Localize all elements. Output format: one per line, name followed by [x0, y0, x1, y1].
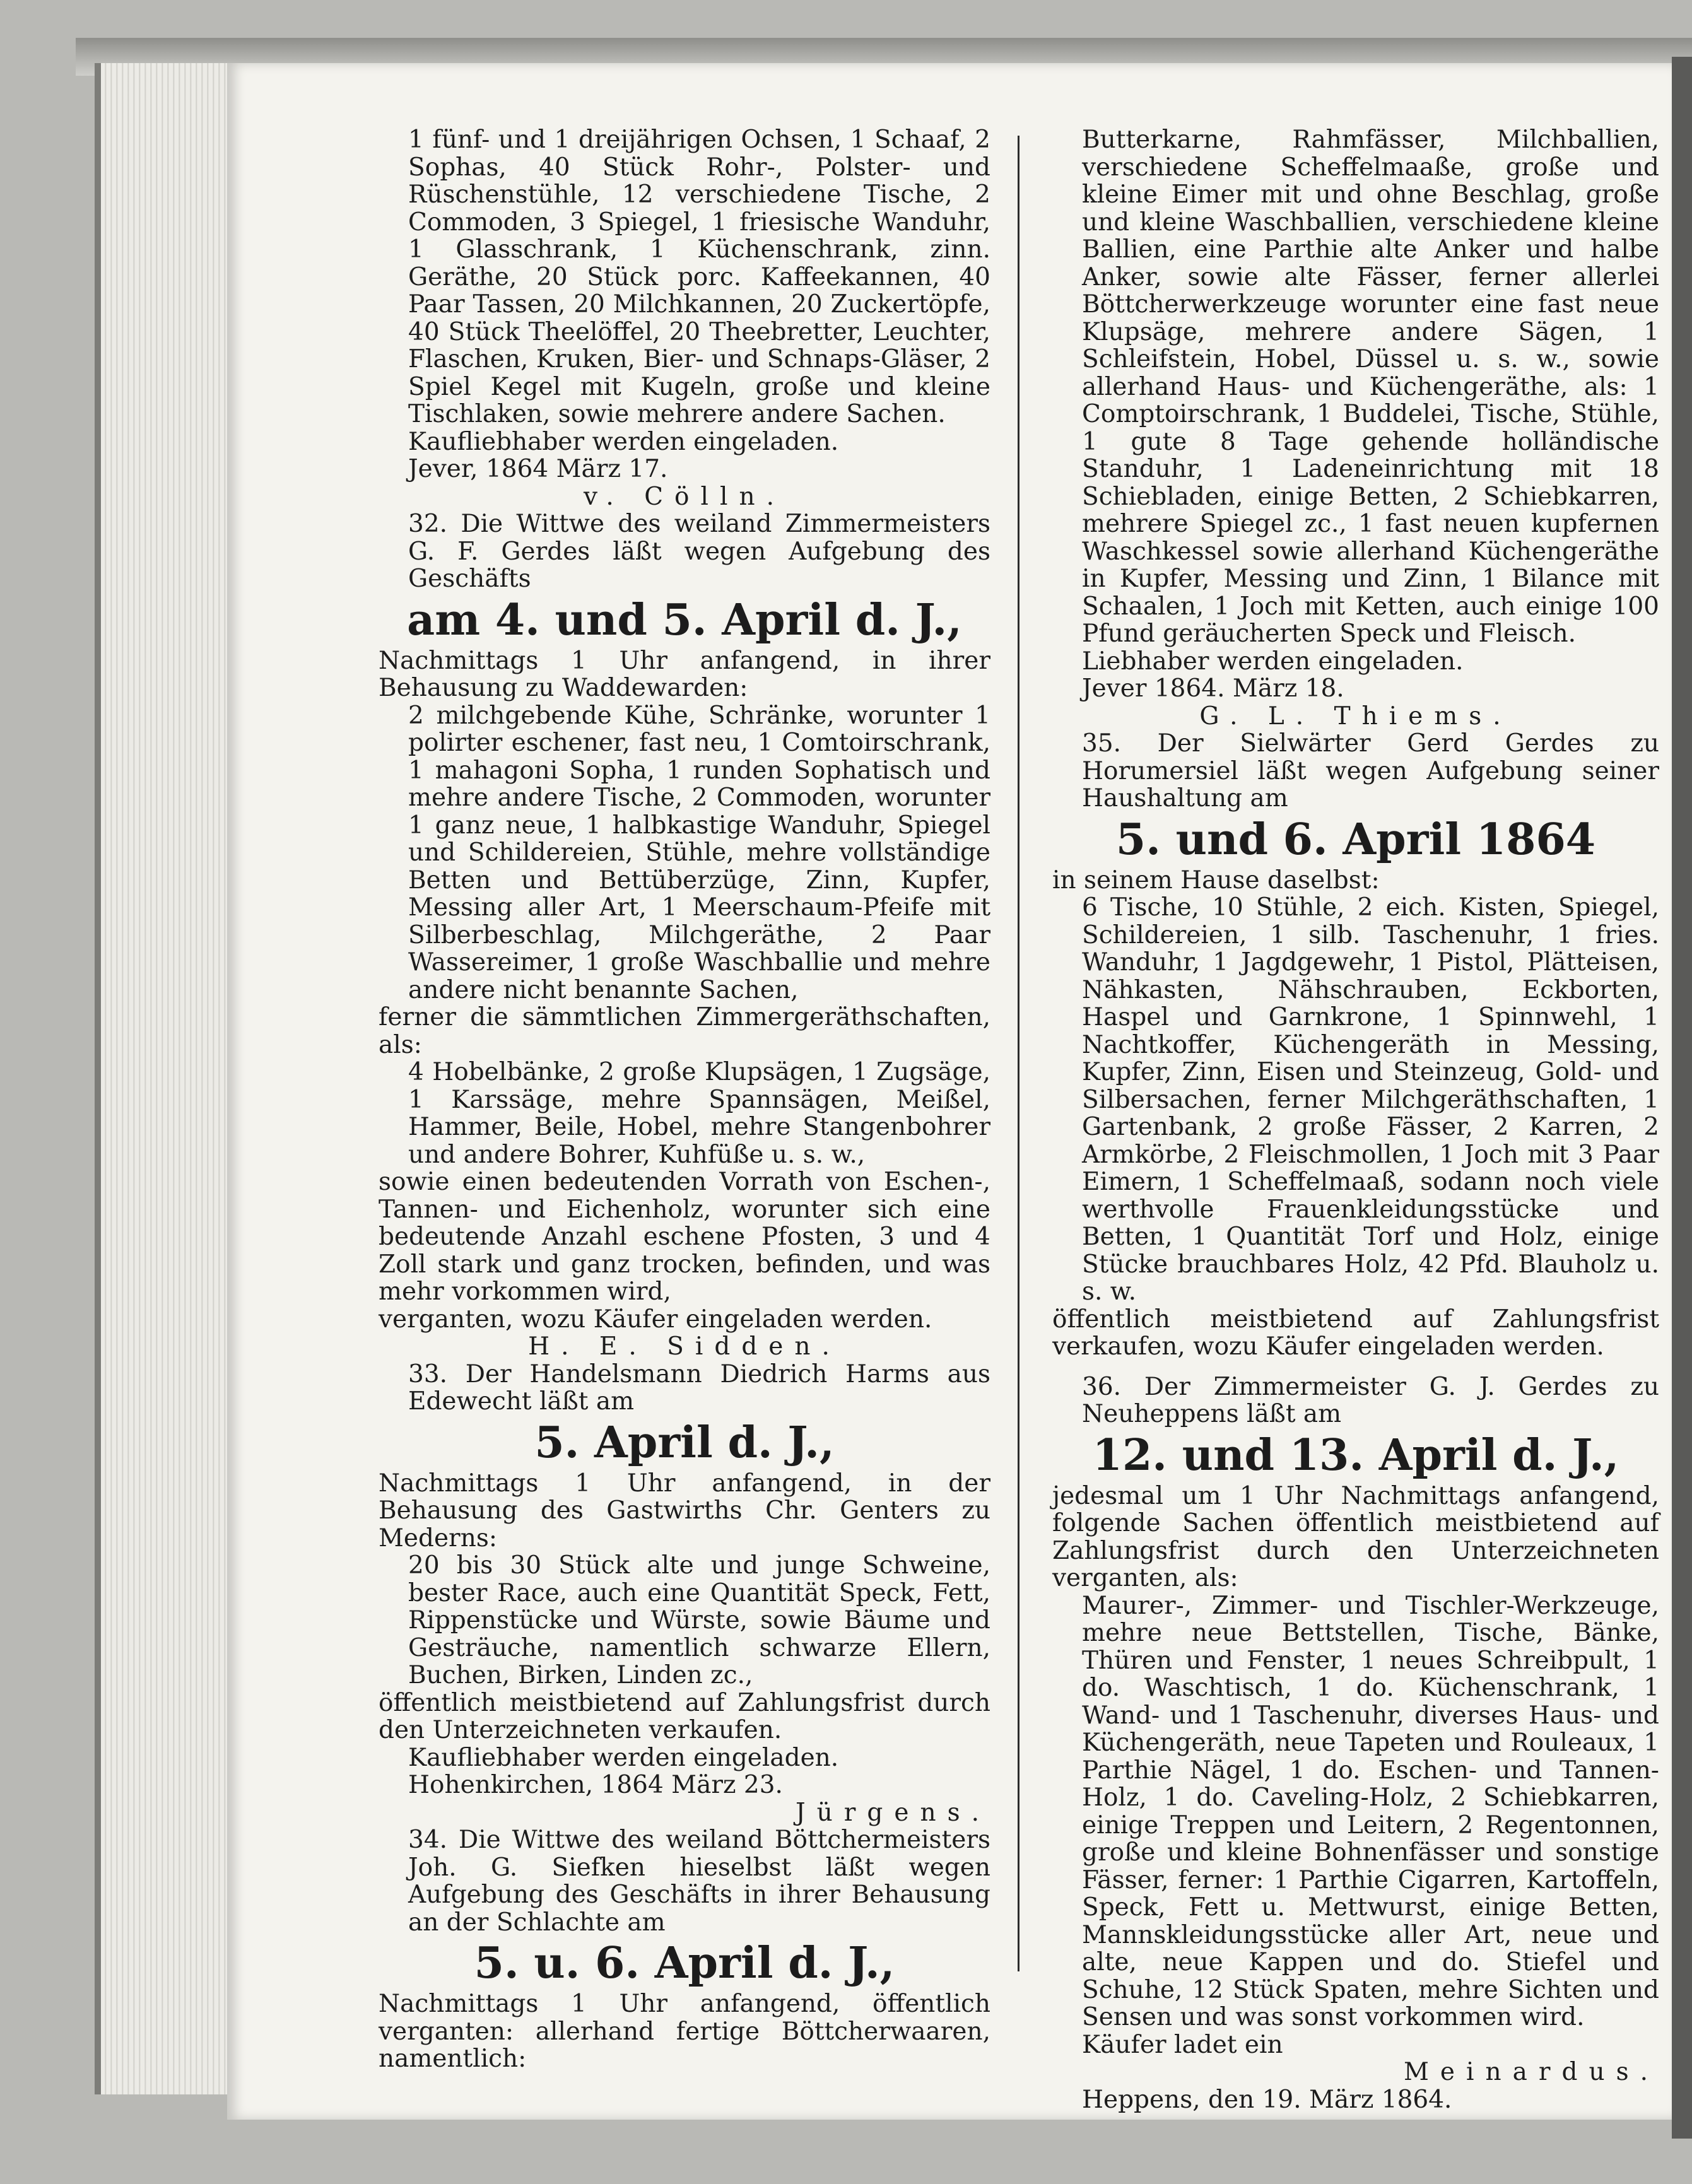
dateline: Jever 1864. März 18. [1082, 674, 1344, 703]
notice-34-date-heading: 5. u. 6. April d. J., [474, 1938, 895, 1988]
notice-35-item-list: 6 Tische, 10 Stühle, 2 eich. Kisten, Spiegel, Schildereien, 1 silb. Taschenuhr, 1 fries. Wanduhr, 1 Jagdgewehr, 1 Pistol, Plätteisen, Nähkasten, Nähschrauben, Eckborten, Haspel und Garnkrone, 1 Spinnwehl, 1 Nachtkoffer, Küchengeräth in Messing, Kupfer, Zinn, Eisen und Steinzeug, Gold- und Silbersachen, ferner Milchgeräthschaften, 1 Gartenbank, 2 große Fässer, 2 Karren, 2 Armkörbe, 2 Fleischmollen, 1 Joch mit 3 Paar Eimern, 1 Scheffelmaaß, sodann noch viele werthvolle Frauenkleidungsstücke und Betten, 1 Quantität Torf und Holz, einige Stücke brauchbares Holz, 42 Pfd. Blauholz u. s. w. [1082, 893, 1659, 1306]
notice-32-time: Nachmittags 1 Uhr anfangend, in ihrer Behausung zu Waddewarden: [379, 646, 990, 702]
notice-33-item-list: 20 bis 30 Stück alte und junge Schweine, bester Race, auch eine Quantität Speck, Fett, Rippenstücke und Würste, sowie Bäume und Gesträuche, namentlich schwarze Ellern, Buchen, Birken, Linden zc., [408, 1551, 990, 1689]
signature: v. Cölln. [584, 482, 785, 511]
notice-34-time: Nachmittags 1 Uhr anfangend, öffentlich verganten: allerhand fertige Böttcherwaaren, namentlich: [379, 1990, 990, 2073]
auction-item-list: 1 fünf- und 1 dreijährigen Ochsen, 1 Schaaf, 2 Sophas, 40 Stück Rohr-, Polster- und Rüschenstühle, 12 verschiedene Tische, 2 Commoden, 3 Spiegel, 1 friesische Wanduhr, 1 Glasschrank, 1 Küchenschrank, zinn. Geräthe, 20 Stück porc. Kaffeekannen, 40 Paar Tassen, 20 Milchkannen, 20 Zuckertöpfe, 40 Stück Theelöffel, 20 Theebretter, Leuchter, Flaschen, Kruken, Bier- und Schnaps-Gläser, 2 Spiel Kegel mit Kugeln, große und kleine Tischlaken, sowie mehrere andere Sachen. [408, 126, 990, 428]
notice-32-wood-stock: sowie einen bedeutenden Vorrath von Eschen-, Tannen- und Eichenholz, worunter sich eine bedeutende Anzahl eschene Pfosten, 3 und 4 Zoll stark und ganz trocken, befinden, und was mehr vorkommen wird, [379, 1168, 990, 1306]
dateline: Jever, 1864 März 17. [408, 455, 668, 483]
notice-32-ferner: ferner die sämmtlichen Zimmergeräthschaften, als: [379, 1003, 990, 1059]
notice-36-item-list: Maurer-, Zimmer- und Tischler-Werkzeuge, mehre neue Bettstellen, Tische, Bänke, Thüren und Fenster, 1 neues Schreibpult, 1 do. Waschtisch, 1 do. Küchenschrank, 1 Wand- und 1 Taschenuhr, diverses Haus- und Küchengeräth, neue Tapeten und Rouleaux, 1 Parthie Nägel, 1 do. Eschen- und Tannen-Holz, 1 do. Caveling-Holz, 2 Schiebkarren, einige Treppen und Leitern, 2 Regentonnen, große und kleine Bohnenfässer und sonstige Fässer, ferner: 1 Parthie Cigarren, Kartoffeln, Speck, Fett u. Mettwurst, einige Betten, Mannskleidungsstücke aller Art, neue und alte, neue Kappen und do. Stiefel und Schuhe, 12 Stück Spaten, mehre Sichten und Sensen und was sonst vorkommen wird. [1082, 1591, 1659, 2031]
notice-35-intro: 35. Der Sielwärter Gerd Gerdes zu Horumersiel läßt wegen Aufgebung seiner Haushaltung am [1082, 729, 1659, 813]
invitation-text: Liebhaber werden eingeladen. [1082, 647, 1464, 676]
notice-32-date-heading: am 4. und 5. April d. J., [407, 594, 962, 645]
notice-32-tool-list: 4 Hobelbänke, 2 große Klupsägen, 1 Zugsäge, 1 Karssäge, mehre Spannsägen, Meißel, Hammer, Beile, Hobel, mehre Stangenbohrer und andere Bohrer, Kuhfüße u. s. w., [408, 1058, 990, 1169]
notice-35-closing: öffentlich meistbietend auf Zahlungsfrist verkaufen, wozu Käufer eingeladen werden. [1052, 1305, 1659, 1361]
invitation-text: Kaufliebhaber werden eingeladen. [408, 427, 839, 456]
notice-32-intro: 32. Die Wittwe des weiland Zimmermeisters G. F. Gerdes läßt wegen Aufgebung des Geschäfts [408, 510, 990, 593]
invitation-text: Käufer ladet ein [1082, 2030, 1283, 2059]
notice-35-place: in seinem Hause daselbst: [1052, 866, 1380, 895]
notice-32-item-list: 2 milchgebende Kühe, Schränke, worunter 1 polirter eschener, fast neu, 1 Comtoirschrank, 1 mahagoni Sopha, 1 runden Sophatisch und mehre andere Tische, 2 Commoden, worunter 1 ganz neue, 1 halbkastige Wanduhr, Spiegel und Schildereien, Stühle, mehre vollständige Betten und Bettüberzüge, Zinn, Kupfer, Messing aller Art, 1 Meerschaum-Pfeife mit Silberbeschlag, Milchgeräthe, 2 Paar Wassereimer, 1 große Waschballie und mehre andere nicht benannte Sachen, [408, 701, 990, 1004]
left-column [379, 126, 990, 2073]
notice-33-date-heading: 5. April d. J., [534, 1417, 835, 1468]
invitation-text: Kaufliebhaber werden eingeladen. [408, 1743, 839, 1772]
notice-33-time: Nachmittags 1 Uhr anfangend, in der Behausung des Gastwirths Chr. Genters zu Mederns: [379, 1469, 990, 1553]
book-right-edge [1672, 57, 1692, 2139]
notice-35-date-heading: 5. und 6. April 1864 [1115, 814, 1596, 865]
column-divider [1018, 136, 1019, 1971]
notice-36-date-heading: 12. und 13. April d. J., [1092, 1430, 1619, 1481]
dateline: Heppens, den 19. März 1864. [1082, 2085, 1452, 2114]
notice-33-intro: 33. Der Handelsmann Diedrich Harms aus Edewecht läßt am [408, 1359, 990, 1416]
notice-34-item-list: Butterkarne, Rahmfässer, Milchballien, verschiedene Scheffelmaaße, große und kleine Eimer mit und ohne Beschlag, große und kleine Waschballien, verschiedene kleine Ballien, eine Parthie alte Anker und halbe Anker, sowie alte Fässer, ferner allerlei Böttcherwerkzeuge worunter eine fast neue Klupsäge, mehrere andere Sägen, 1 Schleifstein, Hobel, Düssel u. s. w., sowie allerhand Haus- und Küchengeräthe, als: 1 Comptoirschrank, 1 Buddelei, Tische, Stühle, 1 gute 8 Tage gehende holländische Standuhr, 1 Ladeneinrichtung mit 18 Schiebladen, einige Betten, 2 Schiebkarren, mehrere Spiegel zc., 1 fast neuen kupfernen Waschkessel sowie allerhand Küchengeräthe in Kupfer, Messing und Zinn, 1 Bilance mit Schaalen, 1 Joch mit Ketten, auch einige 100 Pfund geräucherten Speck und Fleisch. [1082, 126, 1659, 648]
page-stack-edge [95, 63, 233, 2094]
right-column [1052, 126, 1659, 2113]
signature: Meinardus. [1404, 2058, 1659, 2086]
signature: H. E. Sidden. [528, 1332, 841, 1361]
signature: Jürgens. [796, 1798, 990, 1827]
notice-32-closing: verganten, wozu Käufer eingeladen werden. [379, 1305, 932, 1334]
signature: G. L. Thiems. [1199, 702, 1512, 731]
notice-34-intro: 34. Die Wittwe des weiland Böttchermeisters Joh. G. Siefken hieselbst läßt wegen Aufgebung des Geschäfts in ihrer Behausung an der Schlachte am [408, 1826, 990, 1937]
notice-36-intro: 36. Der Zimmermeister G. J. Gerdes zu Neuheppens läßt am [1082, 1372, 1659, 1428]
notice-33-closing: öffentlich meistbietend auf Zahlungsfrist durch den Unterzeichneten verkaufen. [379, 1688, 990, 1744]
notice-36-time: jedesmal um 1 Uhr Nachmittags anfangend, folgende Sachen öffentlich meistbietend auf Zahlungsfrist durch den Unterzeichneten verganten, als: [1052, 1481, 1659, 1592]
dateline: Hohenkirchen, 1864 März 23. [408, 1771, 783, 1799]
